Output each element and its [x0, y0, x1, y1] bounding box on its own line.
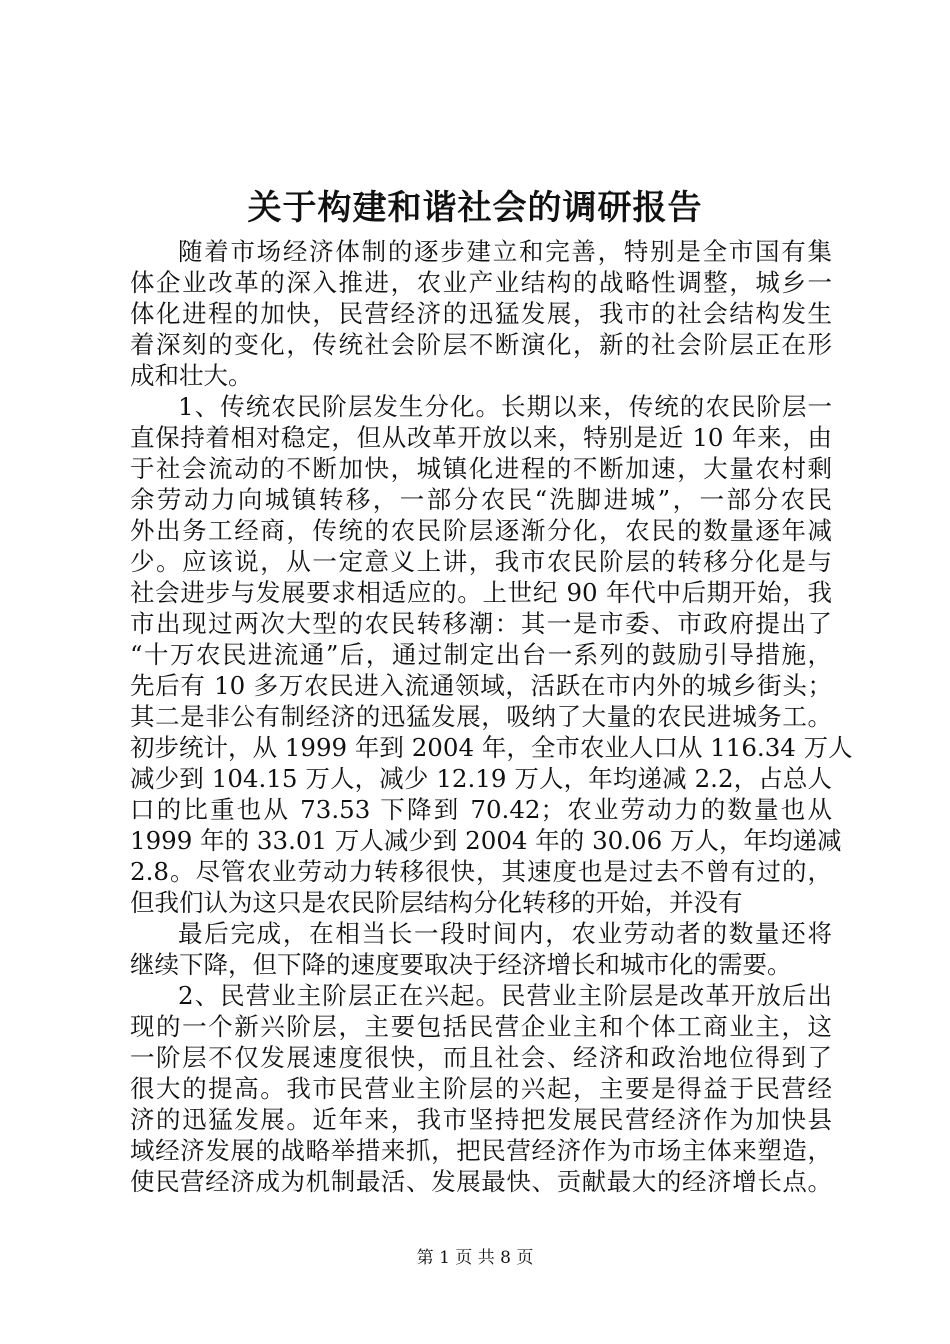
text-line: 其二是非公有制经济的迅猛发展，吸纳了大量的农民进城务工。 [130, 702, 832, 731]
text-line: 使民营经济成为机制最活、发展最快、贡献最大的经济增长点。 [130, 1167, 832, 1196]
text-line: 市出现过两次大型的农民转移潮：其一是市委、市政府提出了 [130, 609, 832, 638]
text-line: 域经济发展的战略举措来抓，把民营经济作为市场主体来塑造， [130, 1136, 832, 1165]
text-line: 济的迅猛发展。近年来，我市坚持把发展民营经济作为加快县 [130, 1105, 832, 1134]
text-line: 继续下降，但下降的速度要取决于经济增长和城市化的需要。 [130, 950, 792, 979]
text-line: 余劳动力向城镇转移，一部分农民“洗脚进城”，一部分农民 [130, 485, 832, 514]
text-line: 一阶层不仅发展速度很快，而且社会、经济和政治地位得到了 [130, 1043, 832, 1072]
text-line: 但我们认为这只是农民阶层结构分化转移的开始，并没有 [130, 888, 743, 917]
text-line: 少。应该说，从一定意义上讲，我市农民阶层的转移分化是与 [130, 547, 832, 576]
document-body [130, 236, 853, 1197]
text-line: 2.8。尽管农业劳动力转移很快，其速度也是过去不曾有过的， [130, 857, 832, 886]
document-title: 关于构建和谐社会的调研报告 [247, 188, 703, 228]
text-line: “十万农民进流通”后，通过制定出台一系列的鼓励引导措施， [130, 640, 832, 669]
text-line: 减少到 104.15 万人，减少 12.19 万人，年均递减 2.2，占总人 [130, 764, 832, 793]
text-line: 很大的提高。我市民营业主阶层的兴起，主要是得益于民营经 [130, 1074, 832, 1103]
page-footer: 第 1 页 共 8 页 [416, 1248, 534, 1268]
text-line: 着深刻的变化，传统社会阶层不断演化，新的社会阶层正在形 [130, 330, 832, 359]
text-line: 初步统计，从 1999 年到 2004 年，全市农业人口从 116.34 万人 [130, 733, 853, 762]
text-line: 体化进程的加快，民营经济的迅猛发展，我市的社会结构发生 [130, 299, 832, 328]
text-line: 随着市场经济体制的逐步建立和完善，特别是全市国有集 [178, 237, 832, 266]
text-line: 成和壮大。 [130, 361, 253, 390]
text-line: 最后完成，在相当长一段时间内，农业劳动者的数量还将 [178, 919, 832, 948]
text-line: 社会进步与发展要求相适应的。上世纪 90 年代中后期开始，我 [130, 578, 832, 607]
text-line: 2、民营业主阶层正在兴起。民营业主阶层是改革开放后出 [178, 981, 832, 1010]
text-line: 外出务工经商，传统的农民阶层逐渐分化，农民的数量逐年减 [130, 516, 832, 545]
text-line: 口的比重也从 73.53 下降到 70.42；农业劳动力的数量也从 [130, 795, 832, 824]
text-line: 于社会流动的不断加快，城镇化进程的不断加速，大量农村剩 [130, 454, 832, 483]
text-line: 先后有 10 多万农民进入流通领域，活跃在市内外的城乡街头； [130, 671, 832, 700]
text-line: 体企业改革的深入推进，农业产业结构的战略性调整，城乡一 [130, 268, 832, 297]
text-line: 1、传统农民阶层发生分化。长期以来，传统的农民阶层一 [178, 392, 832, 421]
text-line: 直保持着相对稳定，但从改革开放以来，特别是近 10 年来，由 [130, 423, 832, 452]
text-line: 1999 年的 33.01 万人减少到 2004 年的 30.06 万人，年均递减 [130, 826, 842, 855]
text-line: 现的一个新兴阶层，主要包括民营企业主和个体工商业主，这 [130, 1012, 832, 1041]
